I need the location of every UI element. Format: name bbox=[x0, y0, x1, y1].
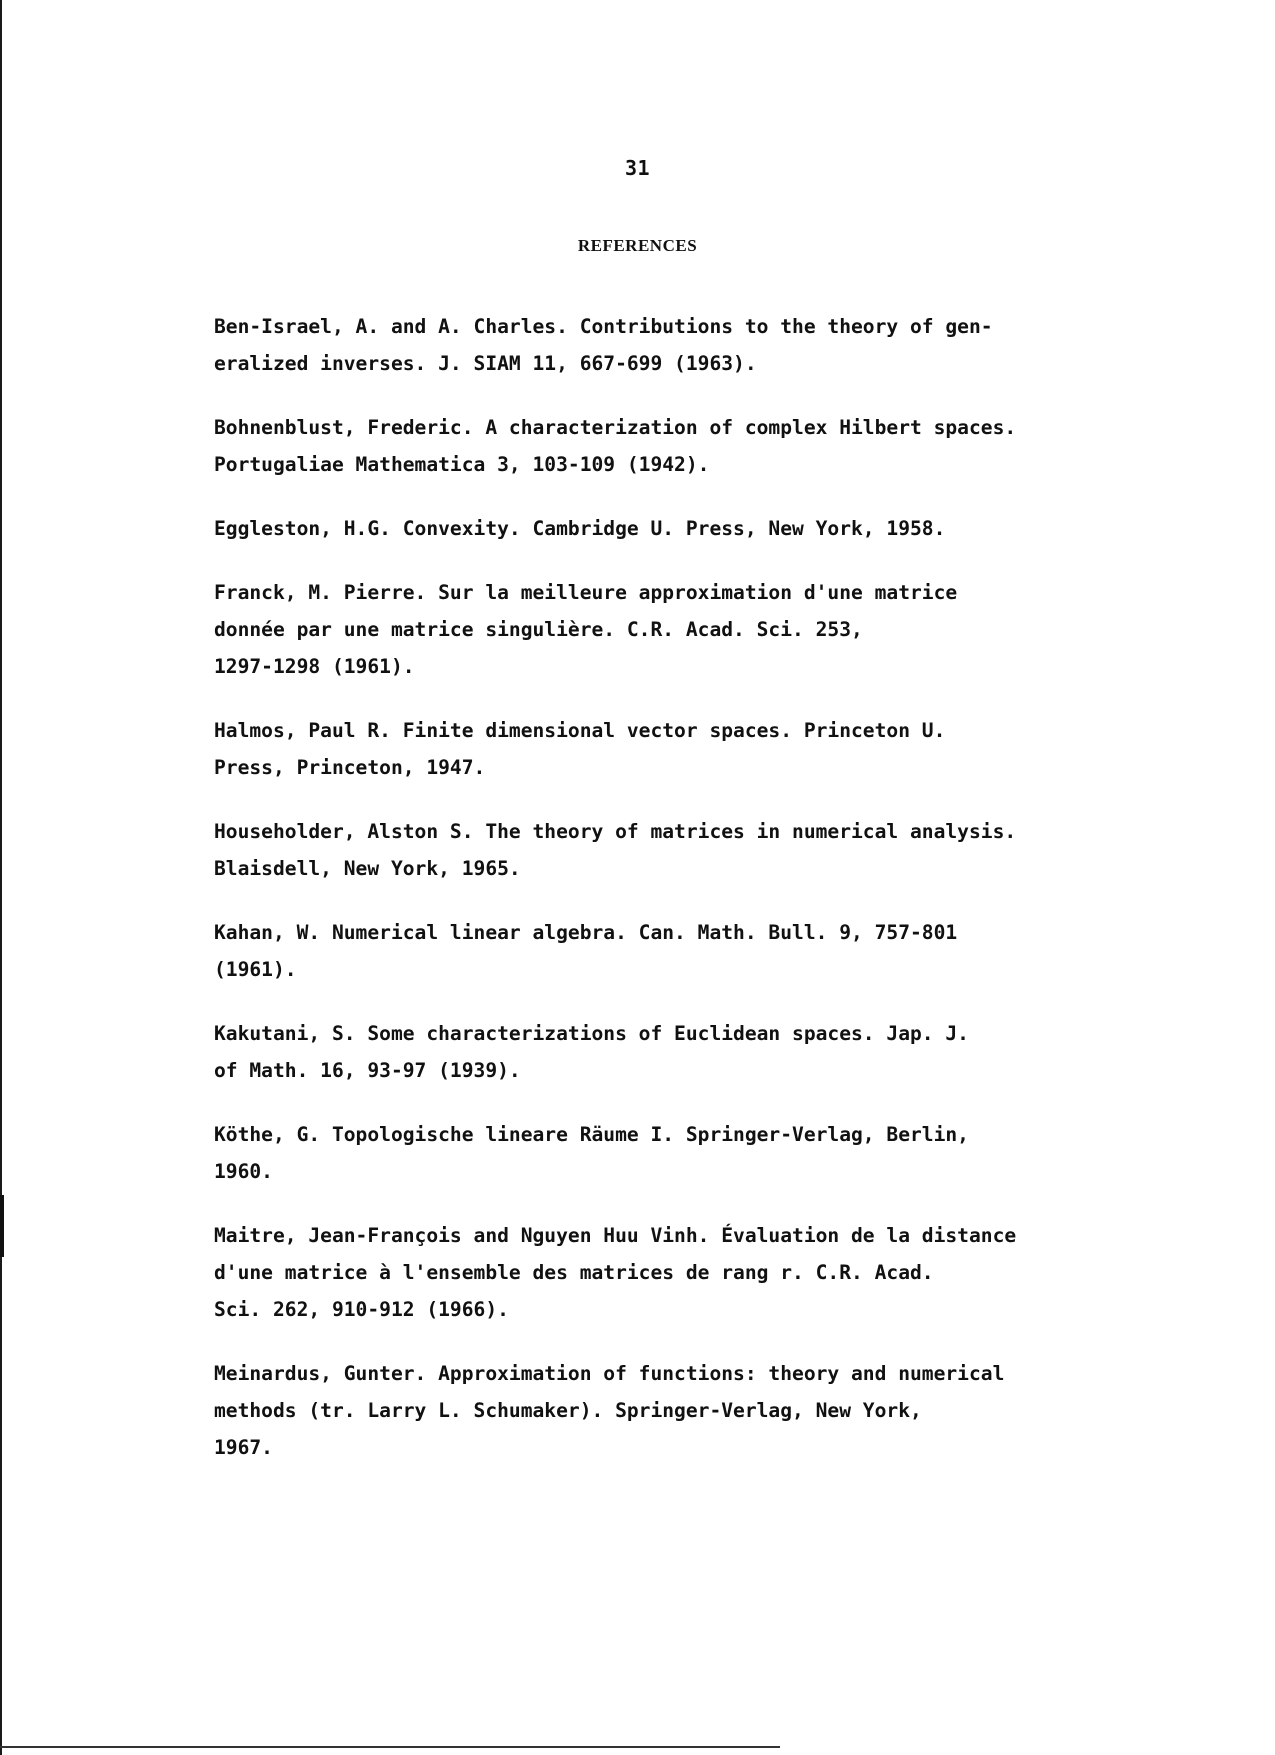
reference-line: Ben-Israel, A. and A. Charles. Contributions to the theory of gen- bbox=[214, 315, 993, 338]
reference-line: Sci. 262, 910-912 (1966). bbox=[214, 1298, 509, 1321]
reference-line: 1297-1298 (1961). bbox=[214, 655, 415, 678]
reference-entry bbox=[214, 813, 1144, 887]
reference-entry bbox=[214, 308, 1144, 382]
scan-bottom-rule bbox=[0, 1746, 780, 1748]
reference-entry bbox=[214, 1355, 1144, 1466]
scan-left-edge bbox=[0, 0, 2, 1755]
reference-line: 1960. bbox=[214, 1160, 273, 1183]
reference-entry bbox=[214, 1116, 1144, 1190]
reference-line: Blaisdell, New York, 1965. bbox=[214, 857, 521, 880]
reference-line: Maitre, Jean-François and Nguyen Huu Vinh. Évaluation de la distance bbox=[214, 1224, 1017, 1247]
reference-line: 1967. bbox=[214, 1436, 273, 1459]
reference-line: Meinardus, Gunter. Approximation of functions: theory and numerical bbox=[214, 1362, 1005, 1385]
reference-line: Franck, M. Pierre. Sur la meilleure approximation d'une matrice bbox=[214, 581, 958, 604]
reference-line: d'une matrice à l'ensemble des matrices de rang r. C.R. Acad. bbox=[214, 1261, 934, 1284]
reference-line: Bohnenblust, Frederic. A characterization of complex Hilbert spaces. bbox=[214, 416, 1017, 439]
reference-entry bbox=[214, 574, 1144, 685]
reference-line: Householder, Alston S. The theory of matrices in numerical analysis. bbox=[214, 820, 1017, 843]
references-heading: REFERENCES bbox=[577, 236, 698, 255]
reference-line: Köthe, G. Topologische lineare Räume I. Springer-Verlag, Berlin, bbox=[214, 1123, 969, 1146]
reference-line: donnée par une matrice singulière. C.R. Acad. Sci. 253, bbox=[214, 618, 863, 641]
reference-line: Portugaliae Mathematica 3, 103-109 (1942). bbox=[214, 453, 710, 476]
reference-entry bbox=[214, 510, 1144, 547]
reference-entry bbox=[214, 712, 1144, 786]
references-list bbox=[214, 308, 1144, 1493]
reference-line: Press, Princeton, 1947. bbox=[214, 756, 486, 779]
reference-line: Eggleston, H.G. Convexity. Cambridge U. Press, New York, 1958. bbox=[214, 517, 946, 540]
reference-entry bbox=[214, 1015, 1144, 1089]
reference-line: Kahan, W. Numerical linear algebra. Can. Math. Bull. 9, 757-801 bbox=[214, 921, 958, 944]
scan-margin-mark bbox=[0, 1195, 4, 1257]
reference-line: methods (tr. Larry L. Schumaker). Springer-Verlag, New York, bbox=[214, 1399, 922, 1422]
reference-entry bbox=[214, 409, 1144, 483]
reference-entry bbox=[214, 1217, 1144, 1328]
reference-line: (1961). bbox=[214, 958, 297, 981]
reference-line: eralized inverses. J. SIAM 11, 667-699 (1963). bbox=[214, 352, 757, 375]
reference-entry bbox=[214, 914, 1144, 988]
reference-line: Kakutani, S. Some characterizations of Euclidean spaces. Jap. J. bbox=[214, 1022, 969, 1045]
reference-line: Halmos, Paul R. Finite dimensional vector spaces. Princeton U. bbox=[214, 719, 946, 742]
reference-line: of Math. 16, 93-97 (1939). bbox=[214, 1059, 521, 1082]
page-number: 31 bbox=[624, 156, 651, 180]
